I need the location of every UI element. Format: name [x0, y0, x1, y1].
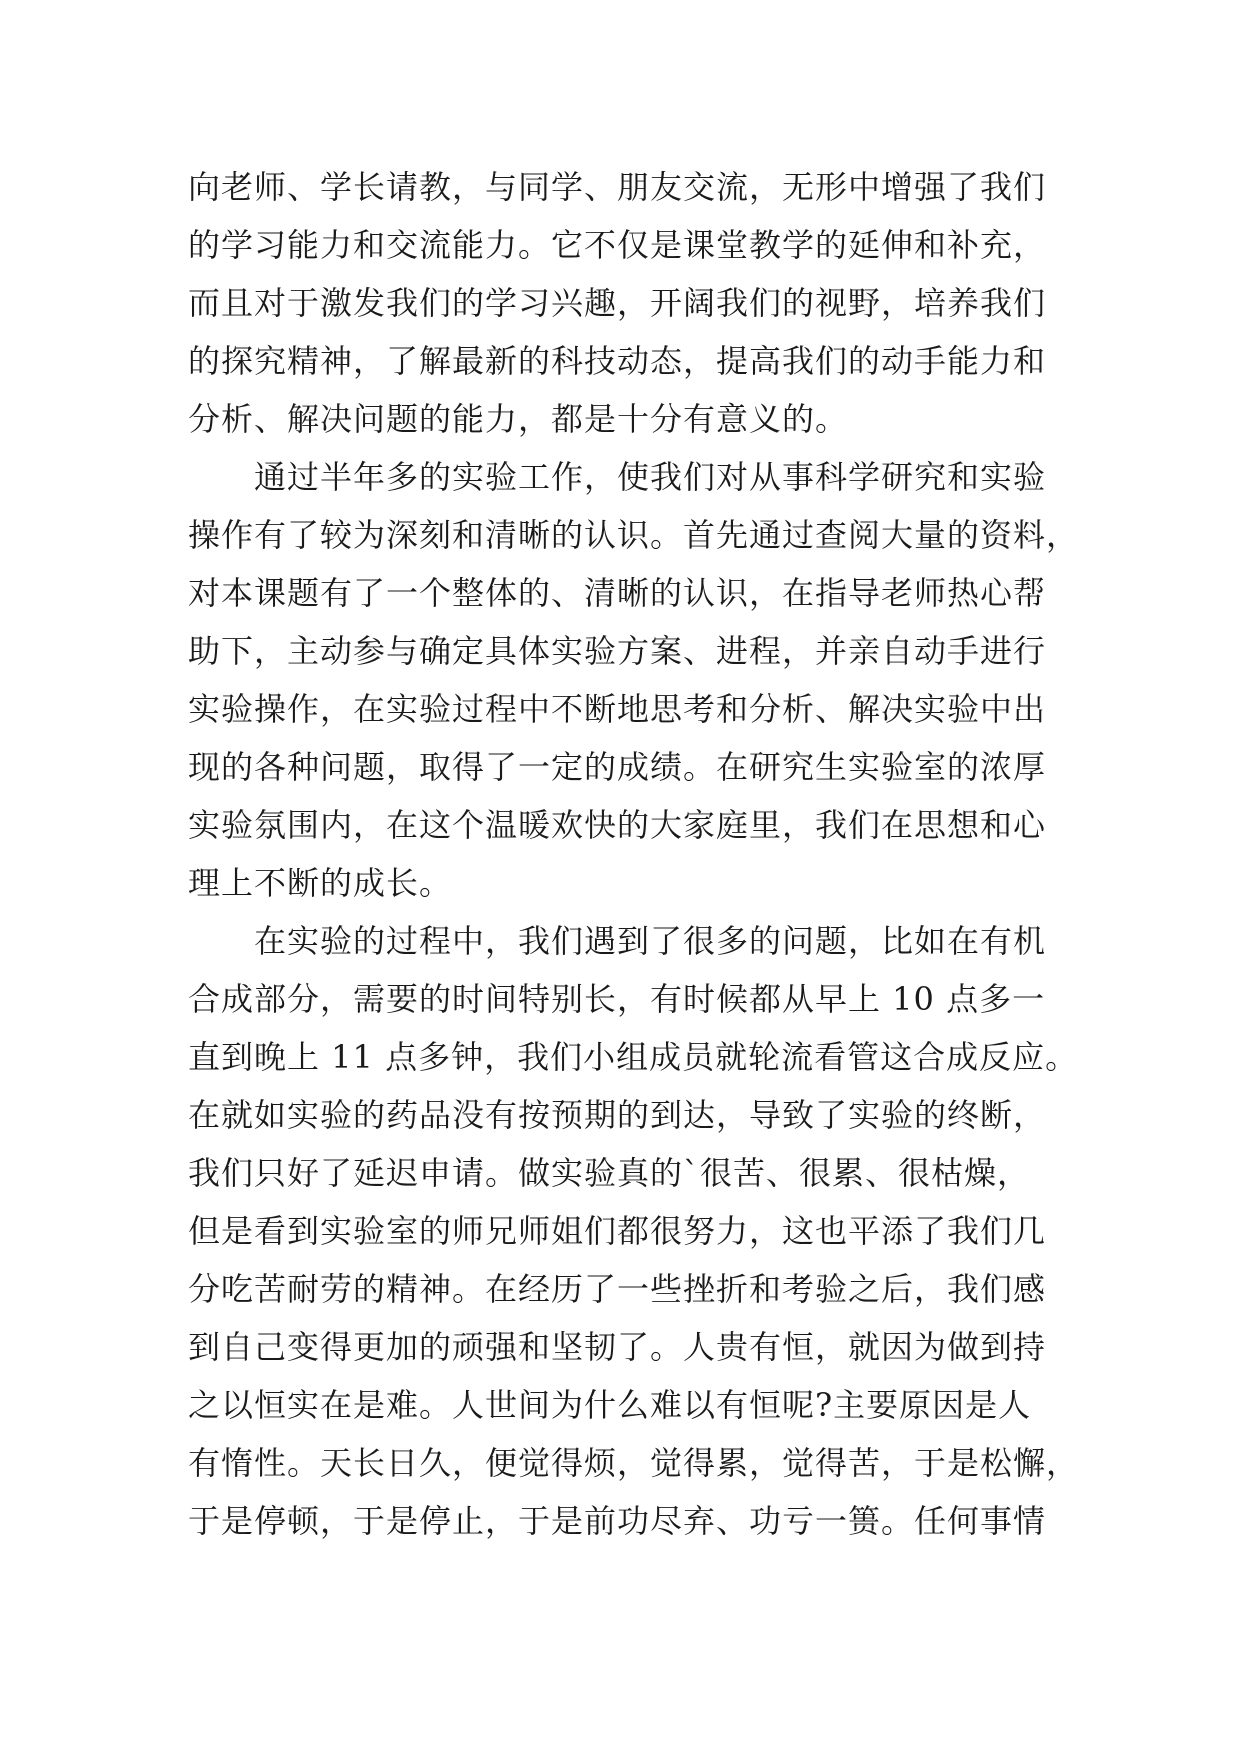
- text-line: 于是停顿，于是停止，于是前功尽弃、功亏一篑。任何事情: [188, 1502, 1047, 1540]
- text-line: 我们只好了延迟申请。做实验真的`很苦、很累、很枯燥，: [188, 1154, 1031, 1192]
- text-line: 实验操作，在实验过程中不断地思考和分析、解决实验中出: [188, 690, 1047, 728]
- text-line: 分吃苦耐劳的精神。在经历了一些挫折和考验之后，我们感: [188, 1270, 1047, 1308]
- text-line: 合成部分，需要的时间特别长，有时候都从早上 10 点多一: [188, 980, 1046, 1018]
- text-line: 助下，主动参与确定具体实验方案、进程，并亲自动手进行: [188, 632, 1047, 670]
- paragraph-first-line: 在实验的过程中，我们遇到了很多的问题，比如在有机: [254, 922, 1047, 960]
- paragraph-first-line: 通过半年多的实验工作，使我们对从事科学研究和实验: [254, 458, 1047, 496]
- text-line: 分析、解决问题的能力，都是十分有意义的。: [188, 400, 849, 438]
- text-line: 在就如实验的药品没有按预期的到达，导致了实验的终断，: [188, 1096, 1047, 1134]
- text-line: 而且对于激发我们的学习兴趣，开阔我们的视野，培养我们: [188, 284, 1047, 322]
- body-text: [188, 158, 1080, 1550]
- text-line: 现的各种问题，取得了一定的成绩。在研究生实验室的浓厚: [188, 748, 1047, 786]
- text-line: 实验氛围内，在这个温暖欢快的大家庭里，我们在思想和心: [188, 806, 1047, 844]
- text-line: 到自己变得更加的顽强和坚韧了。人贵有恒，就因为做到持: [188, 1328, 1047, 1366]
- text-line: 向老师、学长请教，与同学、朋友交流，无形中增强了我们: [188, 168, 1047, 206]
- text-line: 之以恒实在是难。人世间为什么难以有恒呢?主要原因是人: [188, 1386, 1032, 1424]
- text-line: 操作有了较为深刻和清晰的认识。首先通过查阅大量的资料，: [188, 516, 1080, 554]
- text-line: 但是看到实验室的师兄师姐们都很努力，这也平添了我们几: [188, 1212, 1047, 1250]
- text-line: 的学习能力和交流能力。它不仅是课堂教学的延伸和补充，: [188, 226, 1047, 264]
- text-line: 的探究精神，了解最新的科技动态，提高我们的动手能力和: [188, 342, 1047, 380]
- text-line: 直到晚上 11 点多钟，我们小组成员就轮流看管这合成反应。: [188, 1038, 1079, 1076]
- text-line: 有惰性。天长日久，便觉得烦，觉得累，觉得苦，于是松懈，: [188, 1444, 1080, 1482]
- text-line: 对本课题有了一个整体的、清晰的认识，在指导老师热心帮: [188, 574, 1047, 612]
- text-line: 理上不断的成长。: [188, 864, 453, 902]
